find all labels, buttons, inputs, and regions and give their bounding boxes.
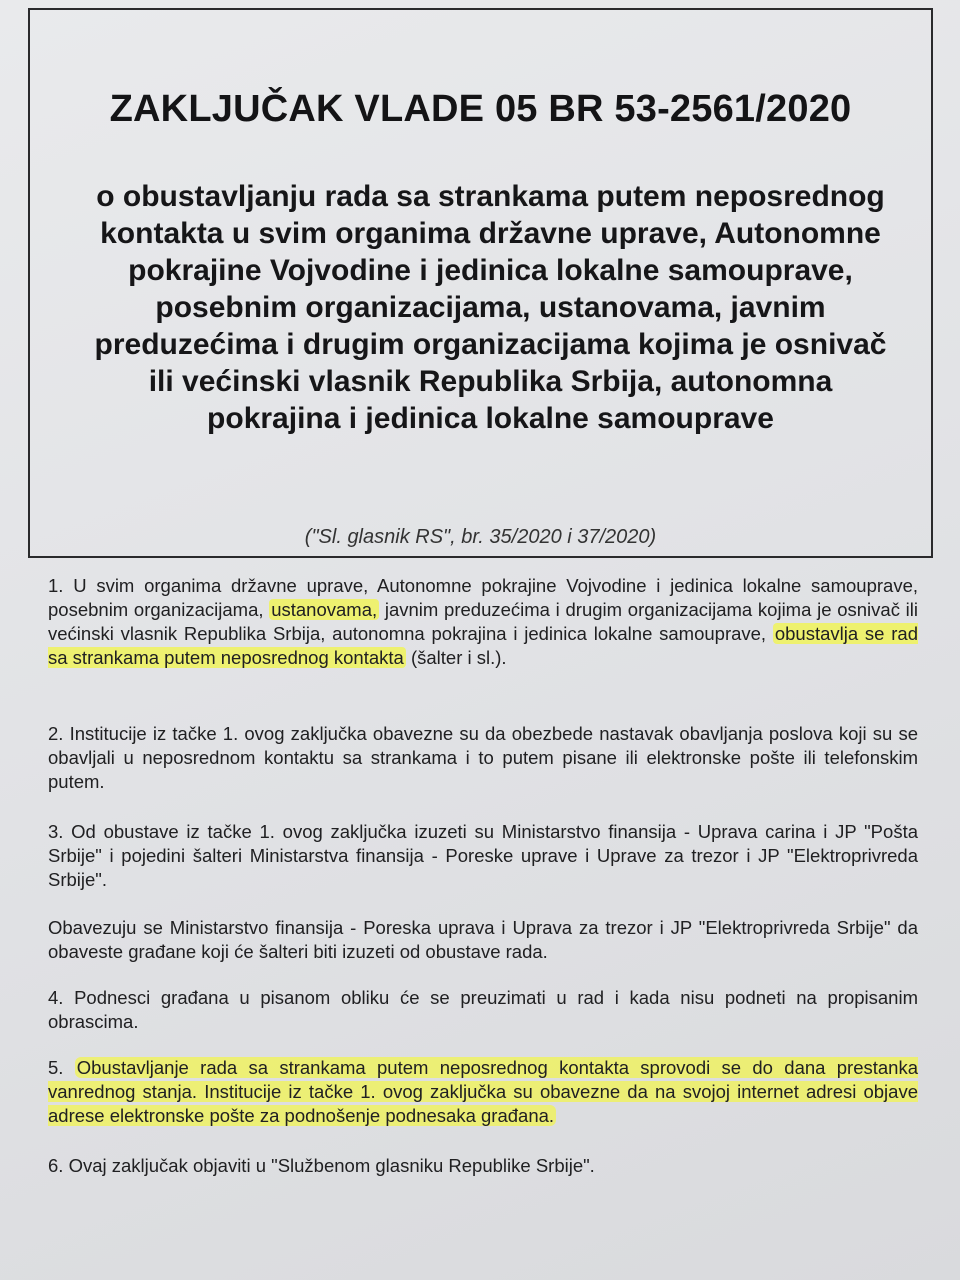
paragraph-4: 4. Podnesci građana u pisanom obliku će se preuzimati u rad i kada nisu podneti na propisanim obrascima.	[48, 987, 918, 1032]
highlight-ustanovama: ustanovama,	[271, 599, 378, 620]
highlight-obustavlja: obustavlja se rad sa strankama putem neposrednog kontakta	[48, 623, 918, 668]
paragraph-3: 3. Od obustave iz tačke 1. ovog zaključka izuzeti su Ministarstvo finansija - Uprava carina i JP "Pošta Srbije" i pojedini šalteri Ministarstva finansija - Poreske uprave i Uprave za trezor i JP "Elektroprivreda Srbije".	[48, 821, 918, 890]
paragraph-3b: Obavezuju se Ministarstvo finansija - Poreska uprava i Uprava za trezor i JP "Elektroprivreda Srbije" da obaveste građane koji će šalteri biti izuzeti od obustave rada.	[48, 917, 918, 962]
paragraph-6: 6. Ovaj zaključak objaviti u "Službenom glasniku Republike Srbije".	[48, 1155, 595, 1176]
document-subtitle: o obustavljanju rada sa strankama putem neposrednog kontakta u svim organima državne uprave, Autonomne pokrajine Vojvodine i jedinica lokalne samouprave, posebnim organizacijama, ustanovama, javnim preduzećima i drugim organizacijama kojima je osnivač ili većinski vlasnik Republika Srbija, autonomna pokrajina i jedinica lokalne samouprave	[94, 180, 887, 435]
paragraph-5	[48, 1056, 918, 1128]
paragraph-5-number: 5.	[48, 1057, 75, 1078]
paragraph-1-text-b: javnim preduzećima i drugim organizacijama kojima je osnivač ili većinski vlasnik Republika Srbija, autonomna pokrajina i jedinica lokalne samouprave,	[48, 599, 918, 644]
paragraph-1	[48, 574, 918, 670]
paragraph-2: 2. Institucije iz tačke 1. ovog zaključka obavezne su da obezbede nastavak obavljanja poslova koji su se obavljali u neposrednom kontaktu sa strankama i to putem pisane ili elektronske pošte ili telefonskim putem.	[48, 723, 918, 792]
title-box	[28, 8, 933, 558]
paragraph-1-text-a: 1. U svim organima državne uprave, Autonomne pokrajine Vojvodine i jedinica lokalne samouprave, posebnim organizacijama,	[48, 575, 918, 620]
highlight-paragraph-5: Obustavljanje rada sa strankama putem neposrednog kontakta sprovodi se do dana prestanka vanrednog stanja. Institucije iz tačke 1. ovog zaključka su obavezne da na svojoj internet adresi objave adrese elektronske pošte za podnošenje podnesaka građana.	[48, 1057, 918, 1126]
gazette-reference: ("Sl. glasnik RS", br. 35/2020 i 37/2020)	[304, 526, 657, 548]
paragraph-1-text-c: (šalter i sl.).	[405, 647, 507, 668]
document-title: ZAKLJUČAK VLADE 05 BR 53-2561/2020	[109, 88, 852, 130]
